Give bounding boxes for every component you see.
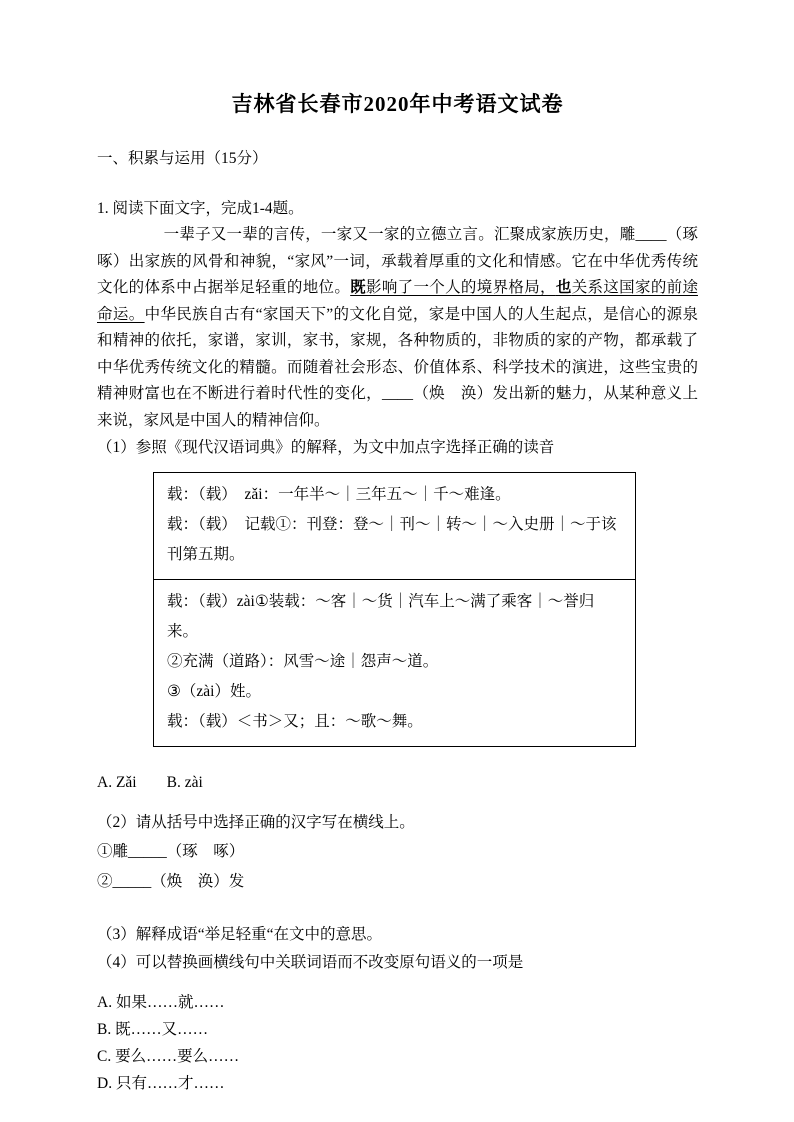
sub4-choice-b: B. 既……又…… xyxy=(97,1021,209,1038)
sub-question-2-label: （2）请从括号中选择正确的汉字写在横线上。 xyxy=(97,814,415,831)
fill-item-2 xyxy=(97,867,698,897)
sub1-answer-options xyxy=(97,769,698,797)
section-heading: 一、积累与运用（15分） xyxy=(97,150,268,167)
passage-seg2: （琢 啄）出家族的风骨和神貌，“家风”一词，承载着厚重的文化和情感。它在中华优秀传统文化的体系中占据举足轻重的地位。 xyxy=(97,226,714,296)
spacer xyxy=(97,977,698,989)
passage-seg5: 中华民族自古有“家国天下”的文化自觉，家是中国人的人生起点，是信心的源泉和精神的依托，家谱，家训，家书，家规，各种物质的，非物质的家的产物，都承载了中华优秀传统文化的精髓。而随着社会形态、价值体系、科学技术的演进，这些宝贵的精神财富也在不断进行着时代性的变化， xyxy=(97,305,698,402)
fill-item-2-post: （焕 涣）发 xyxy=(151,873,245,890)
sub4-choice-d: D. 只有……才…… xyxy=(97,1075,225,1092)
spacer xyxy=(97,897,698,921)
dict-line: ③（zài）姓。 xyxy=(167,683,261,700)
passage-seg3: 影响了一个人的境界格局， xyxy=(366,279,556,296)
dict-line: 载：（载） 记载①：刊登：登～｜刊～｜转～｜～入史册｜～于该刊第五期。 xyxy=(167,516,617,563)
fill-item-1-post: （琢 啄） xyxy=(166,843,245,860)
fill-item-2-blank: _____ xyxy=(112,873,152,890)
fill-item-1-pre: ①雕 xyxy=(97,843,129,860)
dictionary-entry-zai4 xyxy=(154,579,635,746)
sub-question-3-label: （3）解释成语“举足轻重“在文中的意思。 xyxy=(97,926,383,943)
dict-line: ②充满（道路）：风雪～途｜怨声～道。 xyxy=(167,653,439,670)
sub4-choice-a: A. 如果……就…… xyxy=(97,994,225,1011)
dictionary-entry-zai3 xyxy=(154,473,635,579)
dict-line: 载：（载）zài①装载：～客｜～货｜汽车上～满了乘客｜～誉归来。 xyxy=(167,593,595,640)
fill-item-2-pre: ② xyxy=(97,873,113,890)
sub1-option-b: B. zài xyxy=(166,774,203,791)
sub4-choice-c: C. 要么……要么…… xyxy=(97,1048,240,1065)
passage-seg6: （焕 涣）发出新的魅力，从某种意义上来说，家风是中国人的精神信仰。 xyxy=(97,385,698,429)
passage-blank-2: ____ xyxy=(382,385,413,402)
dictionary-excerpt-box xyxy=(153,472,636,747)
dict-line: 载：（载） zǎi：一年半～｜三年五～｜千～难逢。 xyxy=(167,486,511,503)
reading-passage xyxy=(97,222,714,434)
passage-blank-1: ____ xyxy=(635,226,667,243)
passage-seg4: 关系这国家的前途命运。 xyxy=(97,279,698,323)
document-title: 吉林省长春市2020年中考语文试卷 xyxy=(231,92,564,116)
dict-line: 载：（载）＜书＞又；且：～歌～舞。 xyxy=(167,713,423,730)
fill-item-1-blank: _____ xyxy=(128,843,167,860)
question1-intro: 1. 阅读下面文字，完成1-4题。 xyxy=(97,200,304,217)
sub1-option-a: A. Zǎi xyxy=(97,774,137,791)
sub-question-1-label: （1）参照《现代汉语词典》的解释，为文中加点字选择正确的读音 xyxy=(97,439,555,456)
sub4-choices xyxy=(97,989,698,1097)
conjunction-ji: 既 xyxy=(350,279,366,296)
conjunction-ye: 也 xyxy=(555,279,572,296)
fill-item-1 xyxy=(97,837,698,867)
sub-question-4-label: （4）可以替换画横线句中关联词语而不改变原句语义的一项是 xyxy=(97,954,524,971)
passage-seg1: 一辈子又一辈的言传，一家又一家的立德立言。汇聚成家族历史，雕 xyxy=(163,226,636,243)
